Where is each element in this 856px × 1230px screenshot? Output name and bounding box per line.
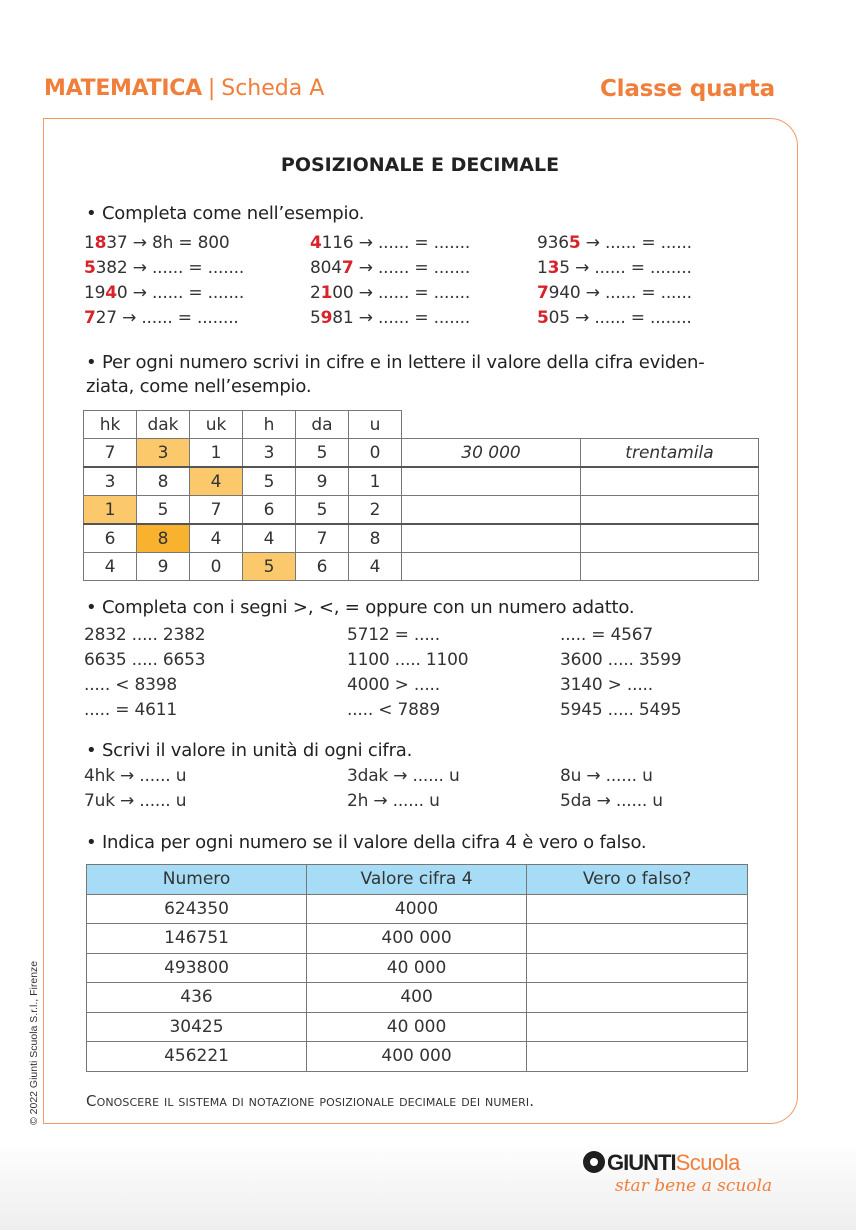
table-row	[87, 1042, 748, 1072]
number-part: 00	[332, 283, 354, 303]
copyright-notice: © 2022 Giunti Scuola S.r.l., Firenze	[28, 960, 40, 1125]
highlighted-digit: 7	[84, 308, 96, 328]
publisher-logo	[583, 1150, 772, 1196]
highlighted-digit: 3	[547, 258, 560, 278]
digit-cell: 3	[84, 467, 137, 496]
place-value-row	[84, 467, 759, 496]
number-part: 5	[559, 258, 570, 278]
value-in-digits-cell[interactable]	[402, 524, 581, 553]
number-part: 5	[310, 308, 321, 328]
number-part: 1	[537, 258, 548, 278]
exercise-1-item	[537, 283, 692, 303]
highlighted-digit-cell: 3	[137, 439, 190, 468]
highlighted-digit: 4	[310, 233, 322, 253]
highlighted-digit: 1	[320, 283, 333, 303]
highlighted-digit: 5	[568, 233, 581, 253]
value-in-words-cell[interactable]	[581, 553, 759, 581]
highlighted-digit-cell: 8	[137, 524, 190, 553]
number-part: 940	[548, 283, 581, 303]
header-separator: |	[207, 76, 216, 101]
table-header-valore: Valore cifra 4	[307, 865, 527, 895]
exercise-1-item	[310, 258, 470, 278]
number-part: 1	[84, 233, 95, 253]
exercise-5-instruction: • Indica per ogni numero se il valore della cifra 4 è vero o falso.	[86, 832, 647, 853]
digit-cell: 5	[243, 467, 296, 496]
number-part: 0	[116, 283, 128, 303]
answer-blanks[interactable]: → ...... = ........	[569, 258, 692, 278]
place-value-row	[84, 553, 759, 581]
highlighted-digit-cell: 5	[243, 553, 296, 581]
header-spacer	[402, 411, 759, 439]
value-in-words-cell[interactable]	[581, 467, 759, 496]
table-row	[87, 894, 748, 924]
unit-value-item[interactable]: 7uk → ...... u	[84, 791, 187, 811]
place-value-table	[83, 410, 759, 581]
exercise-3-instruction: • Completa con i segni >, <, = oppure con un numero adatto.	[86, 597, 635, 618]
digit-cell: 0	[190, 553, 243, 581]
digit-value-cell: 400 000	[307, 924, 527, 954]
digit-cell: 7	[84, 439, 137, 468]
digit-cell: 0	[349, 439, 402, 468]
comparison-item[interactable]: ..... < 8398	[84, 675, 177, 695]
unit-value-item[interactable]: 2h → ...... u	[347, 791, 440, 811]
exercise-1-item	[84, 258, 244, 278]
number-cell: 146751	[87, 924, 307, 954]
highlighted-digit: 4	[105, 283, 117, 303]
highlighted-digit: 7	[341, 258, 354, 278]
exercise-4-instruction: • Scrivi il valore in unità di ogni cifra.	[86, 740, 413, 761]
number-part: 27	[95, 308, 117, 328]
comparison-item[interactable]: ..... < 7889	[347, 700, 440, 720]
exercise-1-item	[537, 258, 692, 278]
true-false-answer-cell[interactable]	[527, 894, 748, 924]
digit-cell: 8	[349, 524, 402, 553]
highlighted-digit: 8	[94, 233, 107, 253]
highlighted-digit: 9	[320, 308, 333, 328]
comparison-item[interactable]: 4000 > .....	[347, 675, 440, 695]
exercise-1-item	[537, 233, 692, 253]
digit-cell: 6	[296, 553, 349, 581]
value-in-words-cell[interactable]: trentamila	[581, 439, 759, 468]
table-header-numero: Numero	[87, 865, 307, 895]
number-cell: 436	[87, 983, 307, 1013]
digit-cell: 5	[296, 439, 349, 468]
digit-cell: 6	[243, 496, 296, 525]
answer-blanks[interactable]: → ...... = ........	[569, 308, 692, 328]
value-in-digits-cell[interactable]: 30 000	[402, 439, 581, 468]
number-cell: 456221	[87, 1042, 307, 1072]
digit-cell: 8	[137, 467, 190, 496]
comparison-item[interactable]: 1100 ..... 1100	[347, 650, 469, 670]
place-value-row	[84, 496, 759, 525]
place-value-header-uk: uk	[190, 411, 243, 439]
place-value-header-row	[84, 411, 759, 439]
place-value-header-u: u	[349, 411, 402, 439]
number-part: 382	[95, 258, 128, 278]
table-row	[87, 924, 748, 954]
exercise-1-item	[84, 308, 239, 328]
comparison-item[interactable]: 5712 = .....	[347, 625, 440, 645]
table-row	[87, 953, 748, 983]
learning-objective: Conoscere il sistema di notazione posizionale decimale dei numeri.	[86, 1092, 535, 1110]
digit-cell: 1	[190, 439, 243, 468]
value-in-digits-cell[interactable]	[402, 496, 581, 525]
number-part: 2	[310, 283, 321, 303]
digit-cell: 3	[243, 439, 296, 468]
giunti-logo-icon	[583, 1151, 605, 1173]
exercise-1-item	[84, 283, 244, 303]
digit-cell: 6	[84, 524, 137, 553]
grade-label: Classe quarta	[600, 76, 775, 102]
number-cell: 30425	[87, 1012, 307, 1042]
answer-blanks[interactable]: → ...... = ......	[580, 233, 692, 253]
true-false-answer-cell[interactable]	[527, 1012, 748, 1042]
place-value-header-da: da	[296, 411, 349, 439]
highlighted-digit-cell: 1	[84, 496, 137, 525]
number-part: 81	[332, 308, 354, 328]
number-part: 804	[310, 258, 342, 278]
exercise-2-instruction-line1: • Per ogni numero scrivi in cifre e in lettere il valore della cifra eviden-	[86, 352, 705, 373]
digit-cell: 9	[296, 467, 349, 496]
highlighted-digit-cell: 4	[190, 467, 243, 496]
true-false-answer-cell[interactable]	[527, 924, 748, 954]
number-part: 936	[537, 233, 569, 253]
answer-blanks[interactable]: → ...... = .......	[353, 283, 471, 303]
logo-brand: GIUNTI	[607, 1150, 676, 1175]
number-cell: 493800	[87, 953, 307, 983]
exercise-1-item	[310, 308, 470, 328]
value-in-words-cell[interactable]	[581, 496, 759, 525]
place-value-header-dak: dak	[137, 411, 190, 439]
digit-cell: 7	[296, 524, 349, 553]
digit-cell: 4	[84, 553, 137, 581]
worksheet-title: POSIZIONALE E DECIMALE	[280, 154, 560, 176]
digit-cell: 9	[137, 553, 190, 581]
sheet-label: Scheda A	[221, 76, 325, 101]
comparison-item[interactable]: 2832 ..... 2382	[84, 625, 206, 645]
value-in-digits-cell[interactable]	[402, 553, 581, 581]
comparison-item[interactable]: 3600 ..... 3599	[560, 650, 682, 670]
value-in-words-cell[interactable]	[581, 524, 759, 553]
comparison-item[interactable]: 6635 ..... 6653	[84, 650, 206, 670]
number-part: 116	[321, 233, 354, 253]
number-cell: 624350	[87, 894, 307, 924]
digit-value-cell: 400 000	[307, 1042, 527, 1072]
table-header-vero-falso: Vero o falso?	[527, 865, 748, 895]
worksheet-header	[44, 76, 324, 101]
comparison-item[interactable]: ..... = 4567	[560, 625, 653, 645]
digit-cell: 5	[137, 496, 190, 525]
answer-blanks[interactable]: → ...... = .......	[353, 233, 471, 253]
digit-cell: 4	[349, 553, 402, 581]
digit-cell: 4	[190, 524, 243, 553]
digit-cell: 4	[243, 524, 296, 553]
digit-value-cell: 4000	[307, 894, 527, 924]
digit-cell: 2	[349, 496, 402, 525]
exercise-1-item	[310, 283, 470, 303]
place-value-row	[84, 524, 759, 553]
number-part: 19	[84, 283, 106, 303]
exercise-1-instruction: • Completa come nell’esempio.	[86, 203, 365, 224]
table-row	[87, 983, 748, 1013]
logo-tagline: star bene a scuola	[615, 1176, 773, 1196]
highlighted-digit: 5	[537, 308, 549, 328]
answer-blanks[interactable]: → ...... = .......	[127, 283, 245, 303]
comparison-item[interactable]: ..... = 4611	[84, 700, 177, 720]
logo-brand-scuola: Scuola	[675, 1150, 740, 1175]
digit-cell: 1	[349, 467, 402, 496]
true-false-answer-cell[interactable]	[527, 983, 748, 1013]
highlighted-digit: 7	[537, 283, 549, 303]
answer-blanks[interactable]: → 8h = 800	[127, 233, 230, 253]
digit-value-cell: 400	[307, 983, 527, 1013]
true-false-answer-cell[interactable]	[527, 1042, 748, 1072]
number-part: 37	[106, 233, 128, 253]
exercise-1-item	[537, 308, 692, 328]
unit-value-item[interactable]: 3dak → ...... u	[347, 766, 460, 786]
value-in-digits-cell[interactable]	[402, 467, 581, 496]
place-value-row	[84, 439, 759, 468]
number-part: 05	[548, 308, 570, 328]
answer-blanks[interactable]: → ...... = ........	[116, 308, 239, 328]
digit-value-cell: 40 000	[307, 1012, 527, 1042]
true-false-table	[86, 864, 748, 1072]
true-false-answer-cell[interactable]	[527, 953, 748, 983]
unit-value-item[interactable]: 8u → ...... u	[560, 766, 653, 786]
place-value-header-h: h	[243, 411, 296, 439]
exercise-1-item	[84, 233, 229, 253]
table-row	[87, 1012, 748, 1042]
answer-blanks[interactable]: → ...... = .......	[353, 308, 471, 328]
digit-cell: 5	[296, 496, 349, 525]
digit-value-cell: 40 000	[307, 953, 527, 983]
digit-cell: 7	[190, 496, 243, 525]
subject-label: MATEMATICA	[44, 76, 202, 101]
place-value-header-hk: hk	[84, 411, 137, 439]
unit-value-item[interactable]: 5da → ...... u	[560, 791, 663, 811]
exercise-1-item	[310, 233, 470, 253]
unit-value-item[interactable]: 4hk → ...... u	[84, 766, 187, 786]
answer-blanks[interactable]: → ...... = .......	[127, 258, 245, 278]
highlighted-digit: 5	[84, 258, 96, 278]
comparison-item[interactable]: 5945 ..... 5495	[560, 700, 682, 720]
answer-blanks[interactable]: → ...... = ......	[580, 283, 692, 303]
comparison-item[interactable]: 3140 > .....	[560, 675, 653, 695]
answer-blanks[interactable]: → ...... = .......	[353, 258, 471, 278]
exercise-2-instruction-line2: ziata, come nell’esempio.	[86, 376, 312, 397]
